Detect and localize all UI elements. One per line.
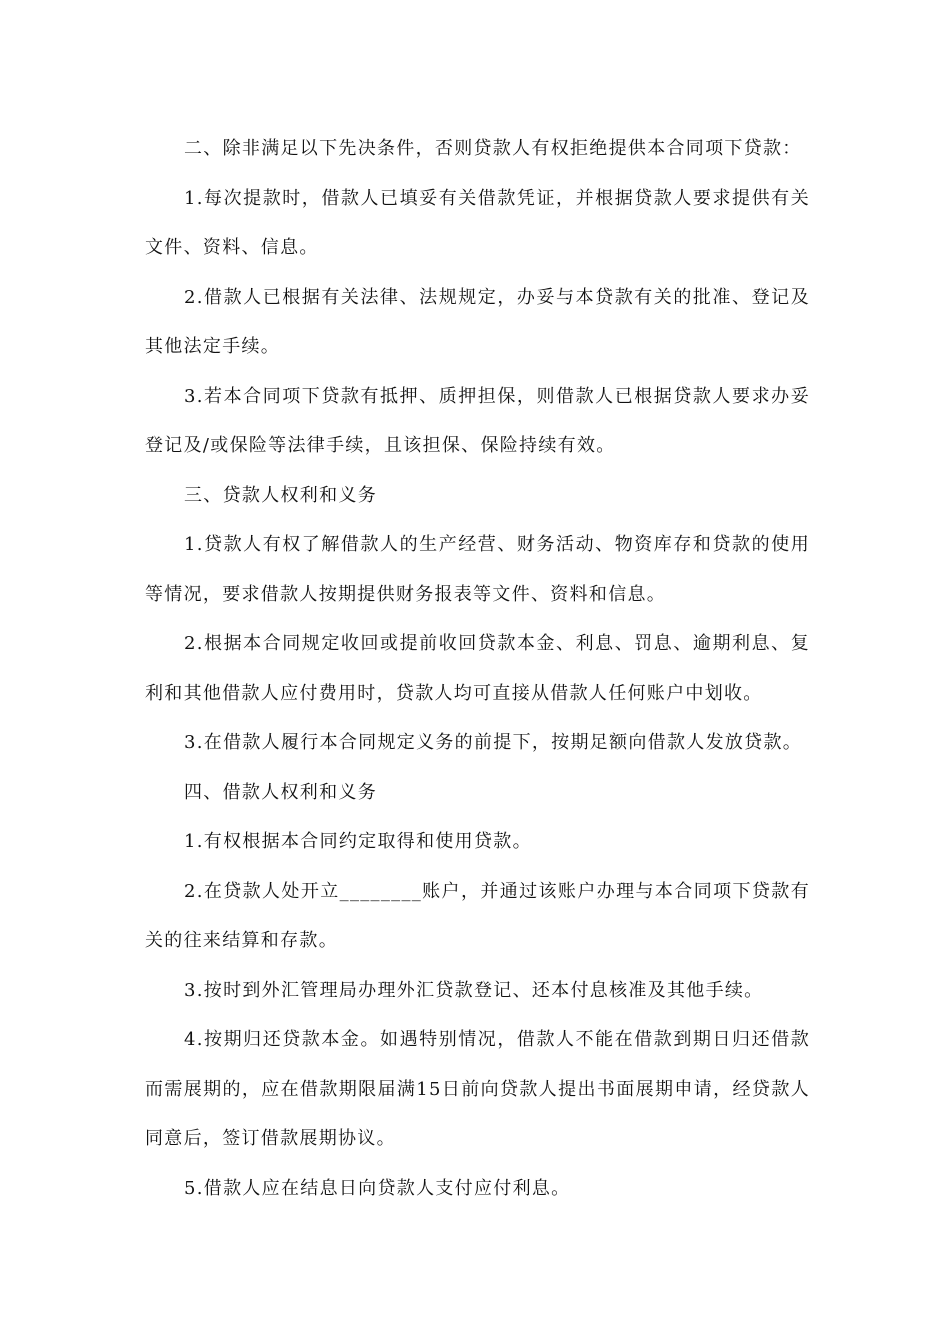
clause-2-item-2: 2.借款人已根据有关法律、法规规定，办妥与本贷款有关的批准、登记及其他法定手续。 [145, 286, 810, 357]
section-3-heading: 三、贷款人权利和义务 [184, 484, 377, 506]
document-body [145, 124, 810, 1213]
section-4-item-5: 5.借款人应在结息日向贷款人支付应付利息。 [184, 1177, 571, 1199]
section-4-item-2: 2.在贷款人处开立________账户，并通过该账户办理与本合同项下贷款有关的往来结算和存款。 [145, 880, 810, 951]
section-4-heading: 四、借款人权利和义务 [184, 781, 377, 803]
section-4-item-1: 1.有权根据本合同约定取得和使用贷款。 [184, 831, 532, 852]
clause-2-item-1: 1.每次提款时，借款人已填妥有关借款凭证，并根据贷款人要求提供有关文件、资料、信息。 [145, 187, 810, 258]
section-3-item-3: 3.在借款人履行本合同规定义务的前提下，按期足额向借款人发放贷款。 [184, 732, 803, 753]
section-4-item-4: 4.按期归还贷款本金。如遇特别情况，借款人不能在借款到期日归还借款而需展期的，应在借款期限届满15日前向贷款人提出书面展期申请，经贷款人同意后，签订借款展期协议。 [145, 1029, 810, 1149]
section-3-item-1: 1.贷款人有权了解借款人的生产经营、财务活动、物资库存和贷款的使用等情况，要求借款人按期提供财务报表等文件、资料和信息。 [145, 534, 810, 605]
clause-2-item-3: 3.若本合同项下贷款有抵押、质押担保，则借款人已根据贷款人要求办妥登记及/或保险等法律手续，且该担保、保险持续有效。 [145, 385, 810, 456]
section-4-item-3: 3.按时到外汇管理局办理外汇贷款登记、还本付息核准及其他手续。 [184, 979, 764, 1001]
clause-2-heading: 二、除非满足以下先决条件，否则贷款人有权拒绝提供本合同项下贷款： [184, 138, 802, 159]
section-3-item-2: 2.根据本合同规定收回或提前收回贷款本金、利息、罚息、逾期利息、复利和其他借款人应付费用时，贷款人均可直接从借款人任何账户中划收。 [145, 633, 810, 704]
